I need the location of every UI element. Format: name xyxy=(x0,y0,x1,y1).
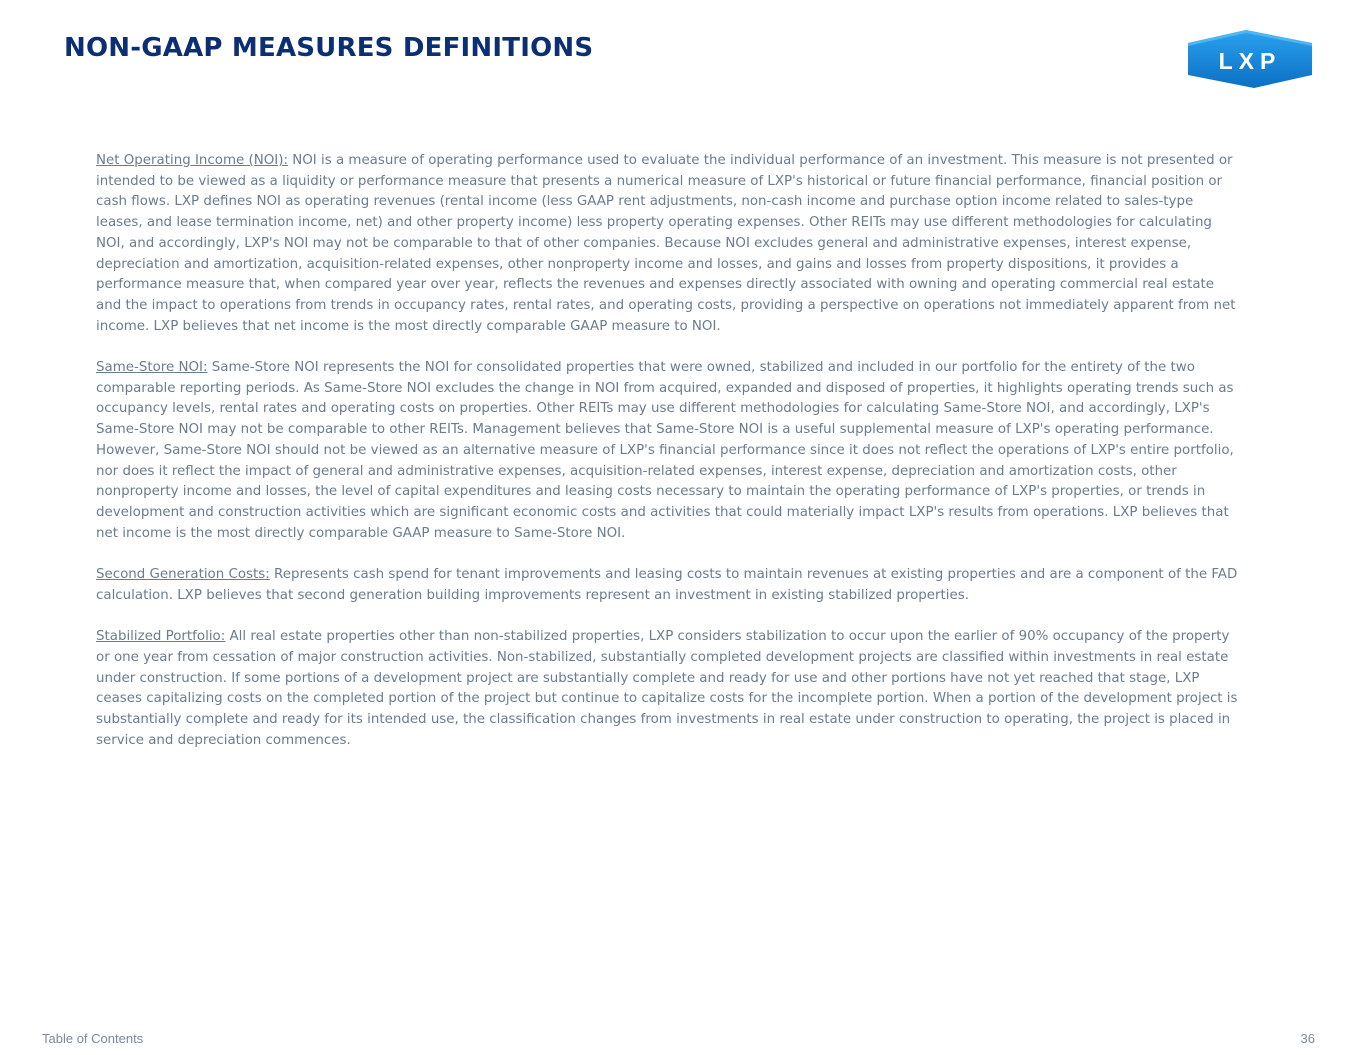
definition-term: Same-Store NOI: xyxy=(96,360,208,376)
definition-term: Stabilized Portfolio: xyxy=(96,629,226,645)
definition-text: Represents cash spend for tenant improvements and leasing costs to maintain revenues at existing properties and are a component of the FAD calculation. LXP believes that second generation building improvements represent an investment in existing stabilized properties. xyxy=(96,567,1238,603)
definition-noi xyxy=(96,151,1238,337)
definition-text: NOI is a measure of operating performance used to evaluate the individual performance of an investment. This measure is not presented or intended to be viewed as a liquidity or performance measure that presents a numerical measure of LXP's historical or future financial performance, financial position or cash flows. LXP defines NOI as operating revenues (rental income (less GAAP rent adjustments, non-cash income and purchase option income related to sales-type leases, and lease termination income, net) and other property income) less property operating expenses. Other REITs may use different methodologies for calculating NOI, and accordingly, LXP's NOI may not be comparable to that of other companies. Because NOI excludes general and administrative expenses, interest expense, depreciation and amortization, acquisition-related expenses, other nonproperty income and losses, and gains and losses from property dispositions, it provides a performance measure that, when compared year over year, reflects the revenues and expenses directly associated with owning and operating commercial real estate and the impact to operations from trends in occupancy rates, rental rates, and operating costs, providing a perspective on operations not immediately apparent from net income. LXP believes that net income is the most directly comparable GAAP measure to NOI. xyxy=(96,153,1236,334)
table-of-contents-link[interactable]: Table of Contents xyxy=(42,1031,144,1046)
definitions-body xyxy=(96,151,1238,772)
definition-stabilized-portfolio xyxy=(96,627,1238,751)
definition-text: All real estate properties other than non-stabilized properties, LXP considers stabilization to occur upon the earlier of 90% occupancy of the property or one year from cessation of major construction activities. Non-stabilized, substantially completed development projects are classified within investments in real estate under construction. If some portions of a development project are substantially complete and ready for use and other portions have not yet reached that stage, LXP ceases capitalizing costs on the completed portion of the project but continue to capitalize costs for the incomplete portion. When a portion of the development project is substantially complete and ready for its intended use, the classification changes from investments in real estate under construction to operating, the project is placed in service and depreciation commences. xyxy=(96,629,1238,748)
definition-second-generation-costs xyxy=(96,565,1238,606)
definition-text: Same-Store NOI represents the NOI for consolidated properties that were owned, stabilized and included in our portfolio for the entirety of the two comparable reporting periods. As Same-Store NOI excludes the change in NOI from acquired, expanded and disposed of properties, it highlights operating trends such as occupancy levels, rental rates and operating costs on properties. Other REITs may use different methodologies for calculating Same-Store NOI, and accordingly, LXP's Same-Store NOI may not be comparable to other REITs. Management believes that Same-Store NOI is a useful supplemental measure of LXP's operating performance. However, Same-Store NOI should not be viewed as an alternative measure of LXP's financial performance since it does not reflect the operations of LXP's entire portfolio, nor does it reflect the impact of general and administrative expenses, acquisition-related expenses, interest expense, depreciation and amortization costs, other nonproperty income and losses, the level of capital expenditures and leasing costs necessary to maintain the operating performance of LXP's properties, or trends in development and construction activities which are significant economic costs and activities that could materially impact LXP's results from operations. LXP believes that net income is the most directly comparable GAAP measure to Same-Store NOI. xyxy=(96,360,1234,541)
page-number: 36 xyxy=(1300,1031,1315,1046)
definition-term: Second Generation Costs: xyxy=(96,567,270,583)
lxp-logo xyxy=(1188,29,1314,89)
definition-same-store-noi xyxy=(96,358,1238,544)
definition-term: Net Operating Income (NOI): xyxy=(96,153,288,168)
logo-text: LXP xyxy=(1218,48,1282,74)
page-title: NON-GAAP MEASURES DEFINITIONS xyxy=(64,33,594,63)
